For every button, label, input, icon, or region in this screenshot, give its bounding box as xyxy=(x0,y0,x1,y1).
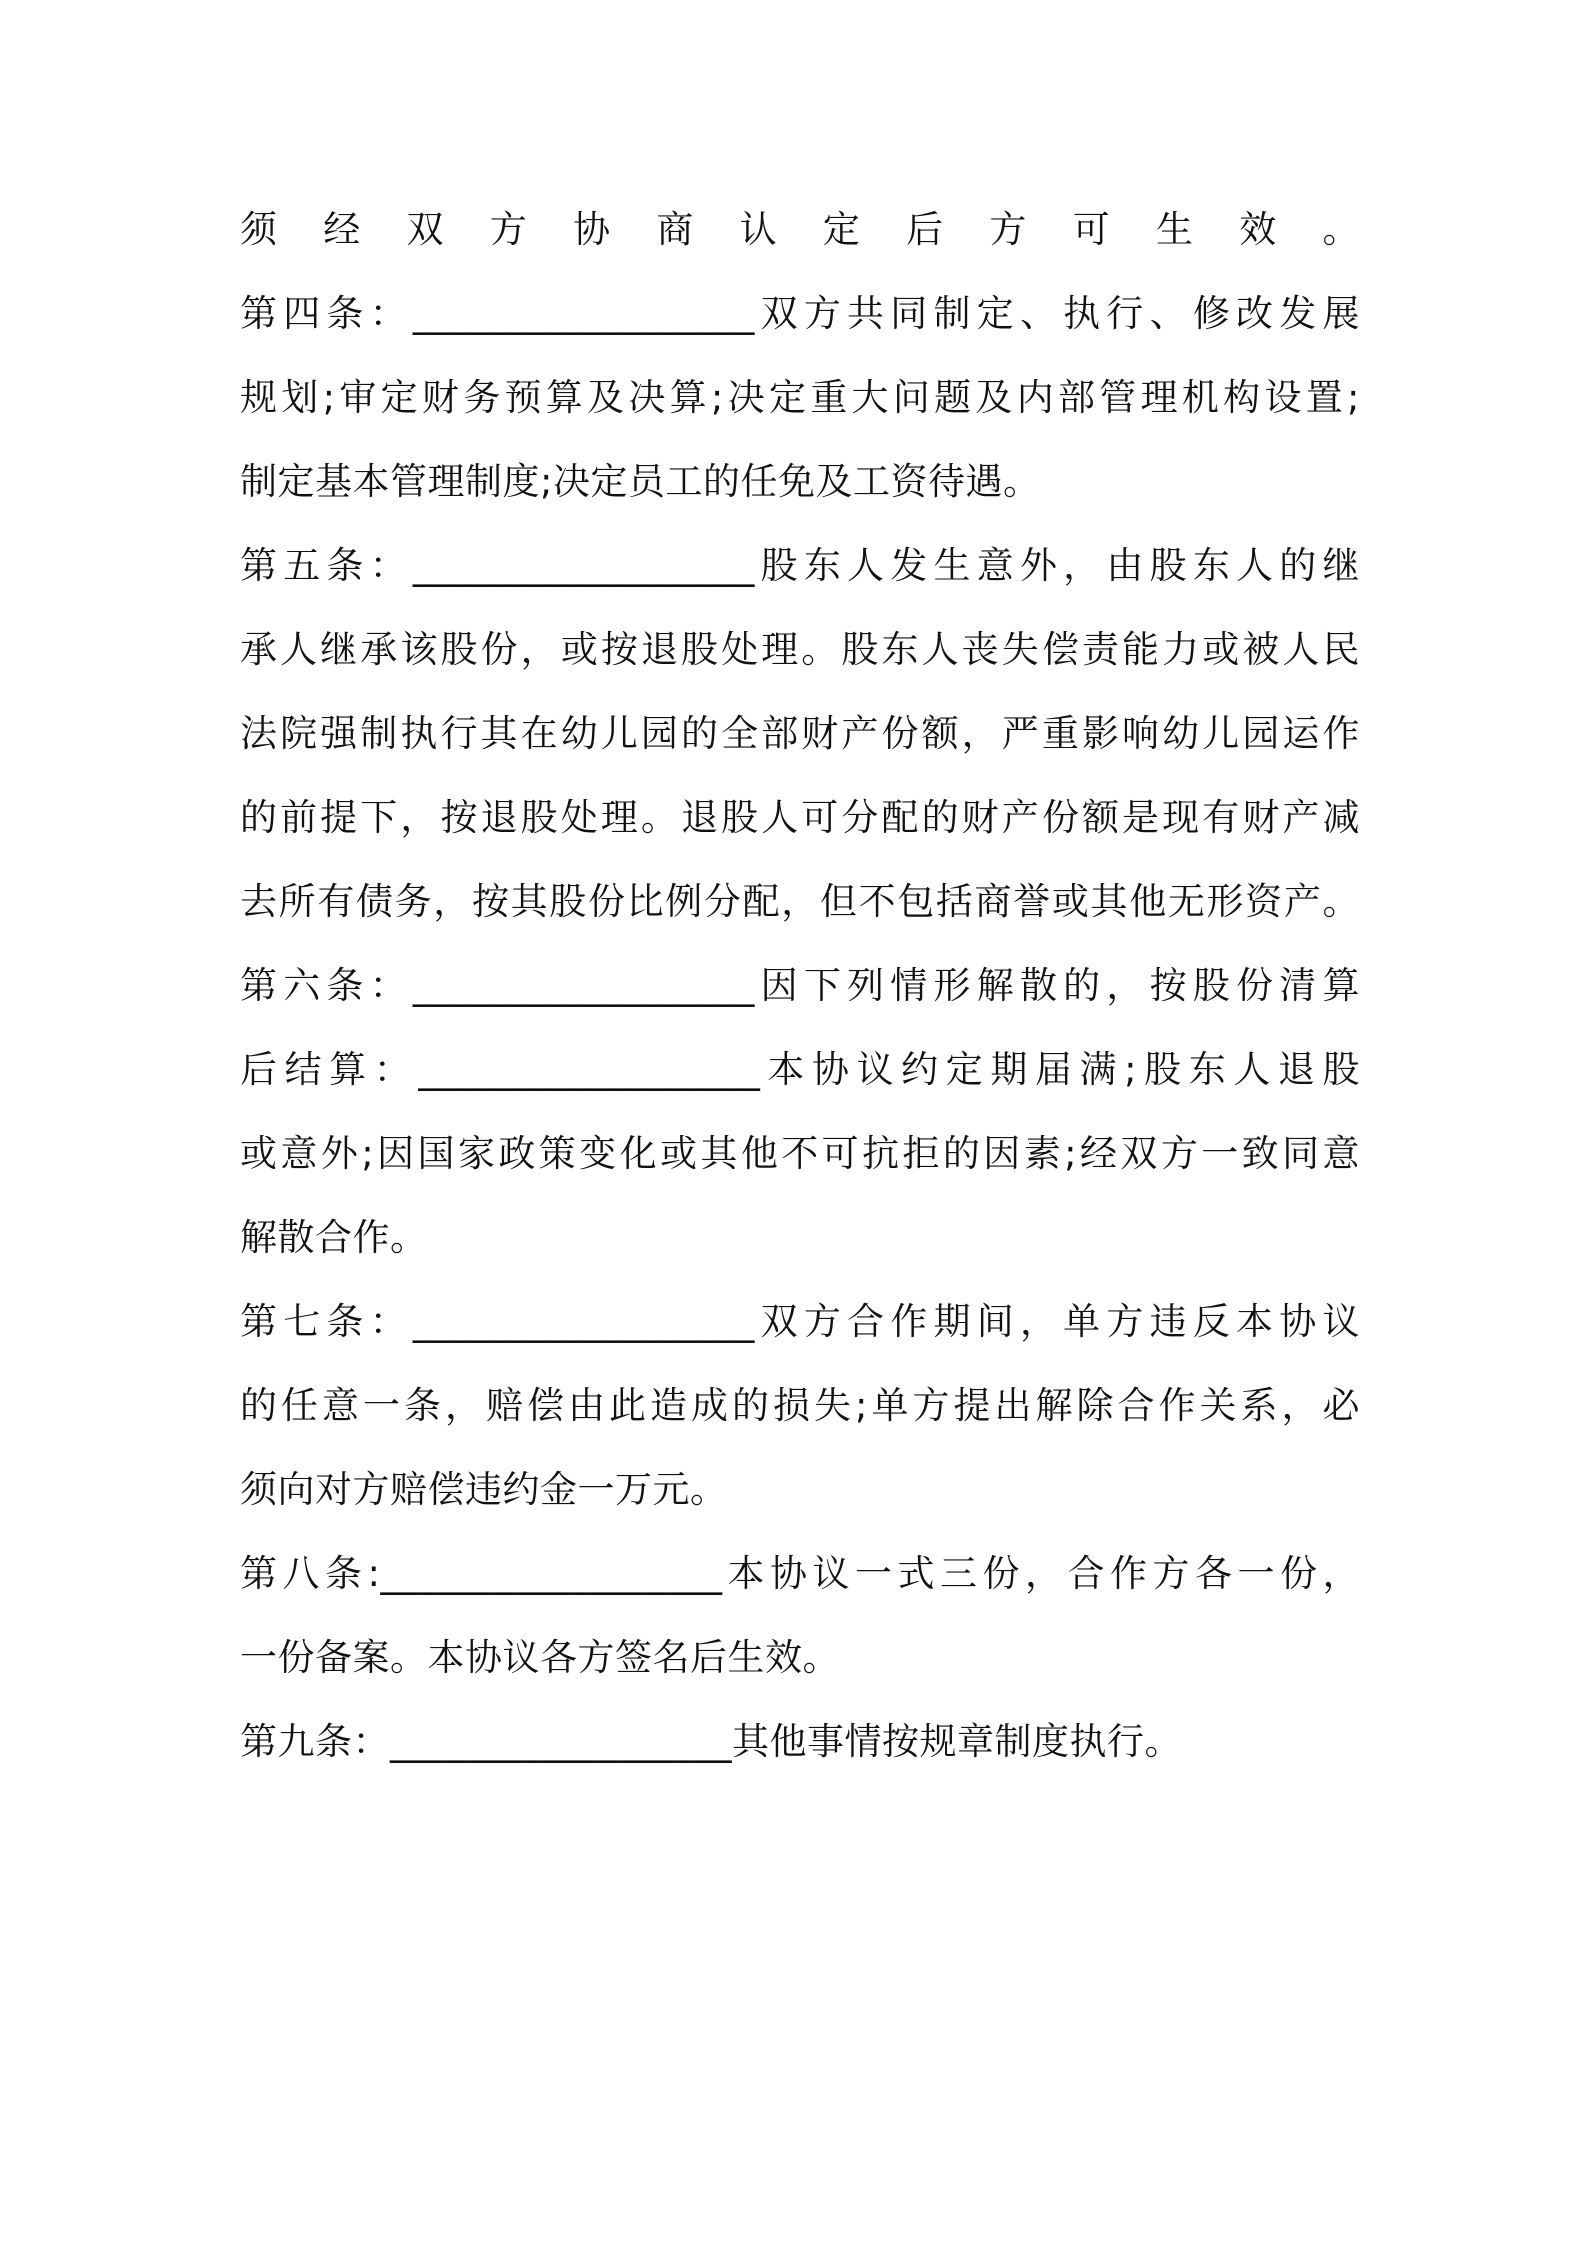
text-line: 的任意一条，赔偿由此造成的损失;单方提出解除合作关系，必 xyxy=(240,1384,1360,1427)
article-6-line: 第六条：__________________因下列情形解散的，按股份清算 xyxy=(240,964,1360,1007)
text-line: 后结算：__________________本协议约定期届满;股东人退股 xyxy=(240,1048,1360,1091)
agreement-body xyxy=(240,188,1360,1784)
text-line: 解散合作。 xyxy=(240,1216,428,1259)
text-line: 的前提下，按退股处理。退股人可分配的财产份额是现有财产减 xyxy=(240,796,1360,839)
article-9-line: 第九条：__________________其他事情按规章制度执行。 xyxy=(240,1720,1182,1763)
text-line: 须经双方协商认定后方可生效。 xyxy=(240,208,1360,251)
text-line: 承人继承该股份，或按退股处理。股东人丧失偿责能力或被人民 xyxy=(240,628,1360,671)
text-line: 去所有债务，按其股份比例分配，但不包括商誉或其他无形资产。 xyxy=(240,880,1360,923)
article-5-line: 第五条：__________________股东人发生意外，由股东人的继 xyxy=(240,544,1360,587)
text-line: 须向对方赔偿违约金一万元。 xyxy=(240,1468,728,1511)
article-4-line: 第四条：__________________双方共同制定、执行、修改发展 xyxy=(240,292,1360,335)
text-line: 规划;审定财务预算及决算;决定重大问题及内部管理机构设置; xyxy=(240,376,1360,419)
text-line: 制定基本管理制度;决定员工的任免及工资待遇。 xyxy=(240,460,1041,503)
text-line: 或意外;因国家政策变化或其他不可抗拒的因素;经双方一致同意 xyxy=(240,1132,1360,1175)
text-line: 法院强制执行其在幼儿园的全部财产份额，严重影响幼儿园运作 xyxy=(240,712,1360,755)
article-8-line: 第八条:__________________本协议一式三份，合作方各一份， xyxy=(240,1552,1360,1595)
article-7-line: 第七条：__________________双方合作期间，单方违反本协议 xyxy=(240,1300,1360,1343)
text-line: 一份备案。本协议各方签名后生效。 xyxy=(240,1636,840,1679)
